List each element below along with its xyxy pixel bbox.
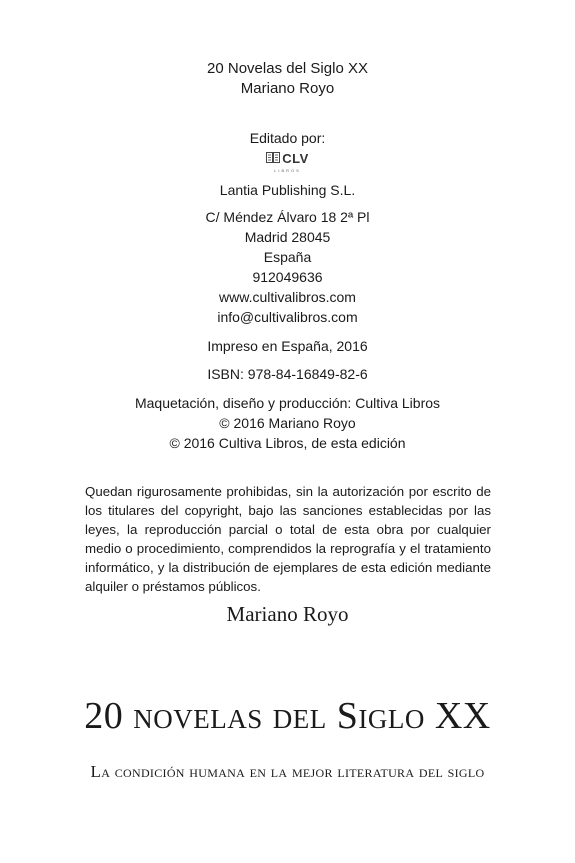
publisher-name: Lantia Publishing S.L. xyxy=(219,182,356,198)
editor-label-block xyxy=(0,128,575,148)
author-signature: Mariano Royo xyxy=(226,602,349,626)
website-link[interactable]: www.cultivalibros.com xyxy=(219,289,356,305)
address-street: C/ Méndez Álvaro 18 2ª Pl xyxy=(205,209,370,225)
isbn: ISBN: 978-84-16849-82-6 xyxy=(207,366,368,382)
email-link[interactable]: info@cultivalibros.com xyxy=(217,309,358,325)
clv-logo xyxy=(266,150,309,173)
edited-by-label: Editado por: xyxy=(249,130,326,146)
publisher-block xyxy=(0,180,575,200)
layout-credit: Maquetación, diseño y producción: Cultiva Libros xyxy=(134,395,441,411)
publisher-logo-row xyxy=(0,150,575,173)
printed-in: Impreso en España, 2016 xyxy=(207,338,368,354)
edition-title: 20 Novelas del Siglo XX xyxy=(207,60,368,77)
copyright-author: © 2016 Mariano Royo xyxy=(219,415,356,431)
book-icon xyxy=(266,150,280,168)
address-country: España xyxy=(263,249,312,265)
heading-block xyxy=(0,59,575,99)
phone-number: 912049636 xyxy=(252,269,323,285)
book-title: 20 novelas del Siglo XX xyxy=(84,695,491,737)
address-block xyxy=(0,207,575,327)
book-subtitle: La condición humana en la mejor literatura del siglo xyxy=(90,762,485,781)
logo-text: CLV xyxy=(282,151,309,166)
printed-block xyxy=(0,336,575,356)
edition-author: Mariano Royo xyxy=(240,80,335,97)
credits-block xyxy=(0,393,575,453)
isbn-block xyxy=(0,364,575,384)
copyright-edition: © 2016 Cultiva Libros, de esta edición xyxy=(169,435,406,451)
address-city: Madrid 28045 xyxy=(244,229,331,245)
legal-notice: Quedan rigurosamente prohibidas, sin la autorización por escrito de los titulares del copyright, bajo las sanciones establecidas por las leyes, la reproducción parcial o total de esta obra por cualquier medio o procedimiento, comprendidos la reprografía y el tratamiento informático, y la distribución de ejemplares de esta edición mediante alquiler o préstamos públicos. xyxy=(85,484,491,594)
logo-subtext: LIBROS xyxy=(274,168,301,173)
